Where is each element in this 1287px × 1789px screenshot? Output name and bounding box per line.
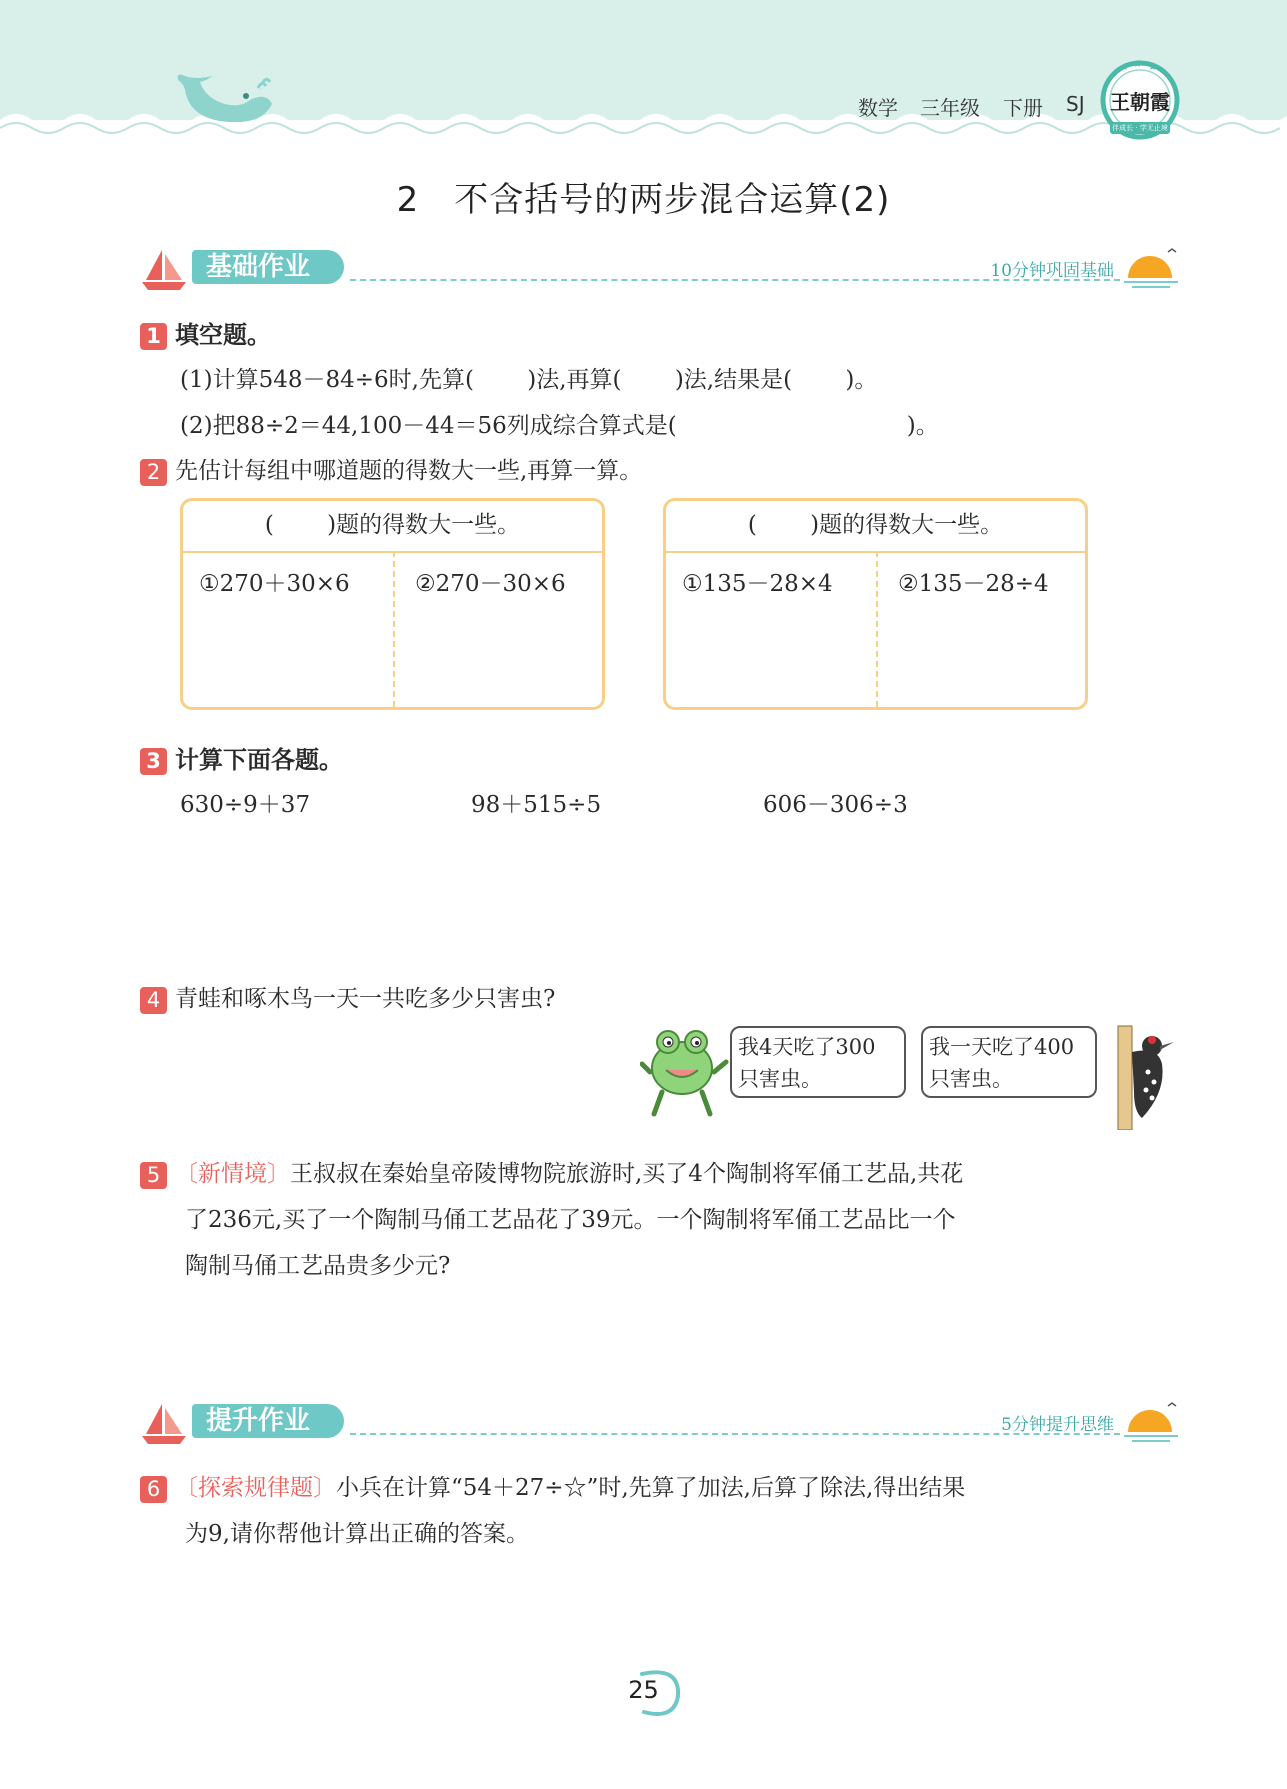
logo-slogan: 伴成长 · 学无止境 (1112, 124, 1168, 132)
question-number: 2 (140, 459, 167, 486)
question-1-line-2: (2)把88÷2＝44,100－44＝56列成综合算式是( )。 (180, 413, 939, 439)
header-subject: 数学 (858, 96, 898, 120)
question-2-title (140, 452, 642, 486)
svg-text:★: ★ (1120, 62, 1129, 73)
question-1-title (140, 315, 271, 350)
frog-speech-line-2: 只害虫。 (738, 1067, 822, 1091)
brand-logo (1100, 60, 1180, 140)
dashed-divider (876, 551, 878, 707)
question-number: 3 (140, 748, 167, 775)
svg-text:★: ★ (1148, 62, 1157, 73)
expression-option-2: ②270－30×6 (415, 571, 566, 597)
section-banner-advanced (140, 1396, 1180, 1456)
woodpecker-speech-line-1: 我一天吃了400 (929, 1035, 1075, 1059)
question-6-line-2: 为9,请你帮他计算出正确的答案。 (185, 1521, 529, 1547)
header-grade: 三年级 (920, 96, 980, 120)
expression-option-1: ①135－28×4 (682, 571, 833, 597)
question-number: 6 (140, 1476, 167, 1503)
frog-icon (640, 1022, 730, 1122)
woodpecker-icon (1112, 1022, 1176, 1130)
question-number: 1 (140, 323, 167, 350)
svg-text:★: ★ (1133, 60, 1142, 70)
question-tag: 〔新情境〕 (175, 1161, 290, 1187)
question-text: 小兵在计算“54＋27÷☆”时,先算了加法,后算了除法,得出结果 (336, 1475, 966, 1501)
dashed-divider (393, 551, 395, 707)
question-4-title (140, 980, 555, 1014)
sunset-icon (1122, 1400, 1180, 1448)
woodpecker-speech-line-2: 只害虫。 (929, 1067, 1013, 1091)
calc-expression-1: 630÷9＋37 (180, 792, 311, 818)
calc-expression-3: 606－306÷3 (763, 792, 908, 818)
question-1-line-1: (1)计算548－84÷6时,先算( )法,再算( )法,结果是( )。 (180, 367, 878, 393)
header-wave-band (0, 0, 1287, 150)
question-text: 王叔叔在秦始皇帝陵博物院旅游时,买了4个陶制将军俑工艺品,共花 (290, 1161, 964, 1187)
question-5-line-1 (140, 1155, 963, 1189)
question-5-line-2: 了236元,买了一个陶制马俑工艺品花了39元。一个陶制将军俑工艺品比一个 (185, 1207, 956, 1233)
estimate-box-heading: ( )题的得数大一些。 (183, 501, 602, 553)
page-title: 2 不含括号的两步混合运算(2) (396, 180, 891, 220)
logo-text: 王朝霞 (1110, 90, 1170, 114)
header-volume: 下册 (1003, 96, 1043, 120)
estimate-box-right (663, 498, 1088, 710)
expression-option-1: ①270＋30×6 (199, 571, 350, 597)
frog-speech-bubble (730, 1026, 906, 1098)
question-number: 4 (140, 987, 167, 1014)
question-text: 青蛙和啄木鸟一天一共吃多少只害虫? (175, 986, 556, 1012)
question-5-line-3: 陶制马俑工艺品贵多少元? (185, 1253, 451, 1279)
question-6-line-1 (140, 1469, 965, 1503)
section-label-basic: 基础作业 (192, 250, 344, 284)
estimate-box-left (180, 498, 605, 710)
page-number: 25 (628, 1676, 659, 1704)
question-text: 填空题。 (175, 321, 271, 349)
section-banner-basic (140, 242, 1180, 302)
expression-option-2: ②135－28÷4 (898, 571, 1049, 597)
woodpecker-speech-bubble (921, 1026, 1097, 1098)
question-text: 先估计每组中哪道题的得数大一些,再算一算。 (175, 458, 643, 484)
section-subtitle-advanced: 5分钟提升思维 (1001, 1415, 1114, 1435)
sunset-icon (1122, 246, 1180, 294)
calc-expression-2: 98＋515÷5 (471, 792, 602, 818)
question-number: 5 (140, 1162, 167, 1189)
header-edition: SJ (1066, 92, 1085, 116)
question-text: 计算下面各题。 (175, 746, 343, 774)
question-3-title (140, 740, 343, 775)
sailboat-icon (140, 1400, 188, 1448)
section-label-advanced: 提升作业 (192, 1404, 344, 1438)
question-tag: 〔探索规律题〕 (175, 1475, 336, 1501)
section-subtitle-basic: 10分钟巩固基础 (990, 261, 1114, 281)
frog-speech-line-1: 我4天吃了300 (738, 1035, 876, 1059)
sailboat-icon (140, 246, 188, 294)
estimate-box-heading: ( )题的得数大一些。 (666, 501, 1085, 553)
